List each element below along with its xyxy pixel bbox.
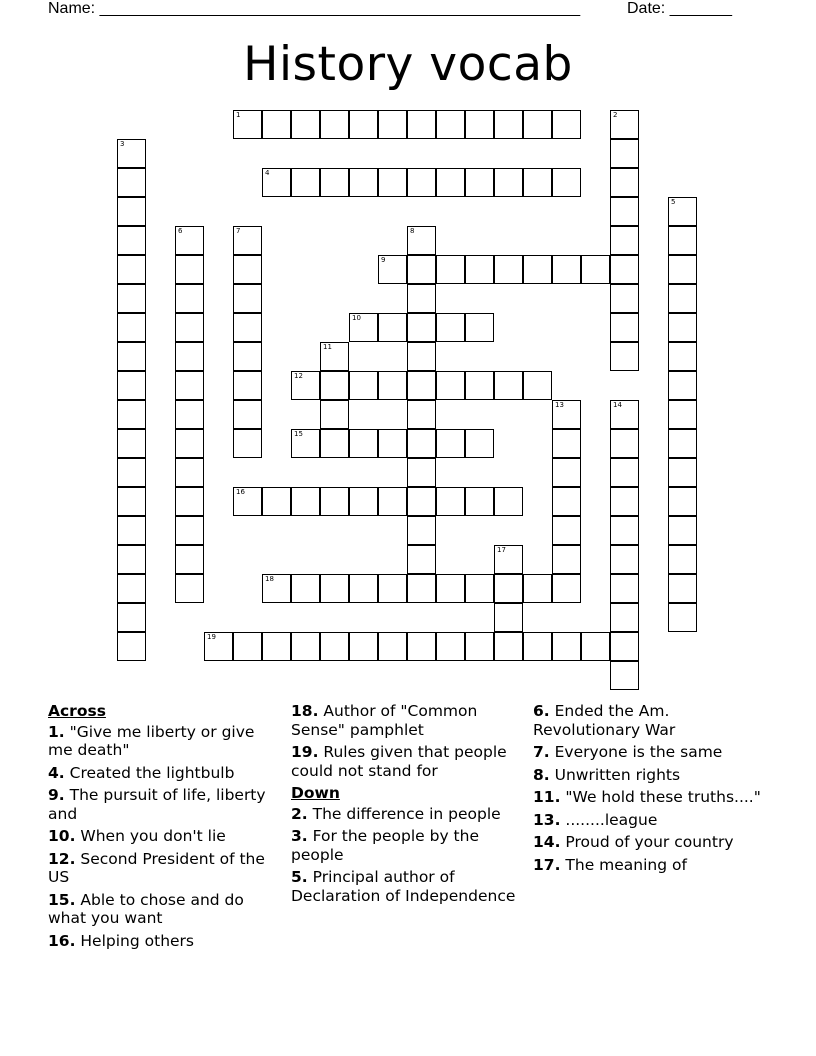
- grid-cell[interactable]: [610, 313, 639, 342]
- name-field[interactable]: Name: ______________________________________________________: [48, 0, 581, 17]
- clue-number: 10: [352, 314, 361, 322]
- grid-cell[interactable]: [436, 168, 465, 197]
- clue-down-8: 8. Unwritten rights: [533, 765, 681, 784]
- grid-cell[interactable]: [320, 487, 349, 516]
- grid-cell[interactable]: [465, 487, 494, 516]
- grid-cell[interactable]: [668, 400, 697, 429]
- grid-cell[interactable]: [233, 371, 262, 400]
- grid-cell[interactable]: [668, 574, 697, 603]
- grid-cell[interactable]: [175, 429, 204, 458]
- grid-cell[interactable]: [552, 487, 581, 516]
- grid-cell[interactable]: [610, 197, 639, 226]
- grid-cell[interactable]: [233, 313, 262, 342]
- grid-cell[interactable]: [175, 574, 204, 603]
- grid-cell[interactable]: [262, 168, 291, 197]
- grid-cell[interactable]: [668, 226, 697, 255]
- grid-cell[interactable]: [523, 255, 552, 284]
- grid-cell[interactable]: [320, 400, 349, 429]
- grid-cell[interactable]: [378, 429, 407, 458]
- grid-cell[interactable]: [436, 110, 465, 139]
- grid-cell[interactable]: [233, 342, 262, 371]
- grid-cell[interactable]: [407, 226, 436, 255]
- grid-cell[interactable]: [117, 574, 146, 603]
- grid-cell[interactable]: [668, 545, 697, 574]
- grid-cell[interactable]: [436, 487, 465, 516]
- across-heading: Across: [48, 702, 106, 720]
- grid-cell[interactable]: [117, 545, 146, 574]
- grid-cell[interactable]: [349, 110, 378, 139]
- grid-cell[interactable]: [349, 487, 378, 516]
- clue-number: 3: [120, 140, 125, 148]
- grid-cell[interactable]: [494, 487, 523, 516]
- grid-cell[interactable]: [378, 255, 407, 284]
- clue-number: 6: [178, 227, 183, 235]
- down-clues-column-3: [533, 702, 773, 878]
- clue-down-5: 5. Principal author of Declaration of Independence: [291, 868, 516, 905]
- grid-cell[interactable]: [668, 284, 697, 313]
- grid-cell[interactable]: [668, 197, 697, 226]
- grid-cell[interactable]: [552, 429, 581, 458]
- clue-across-12: 12. Second President of the US: [48, 849, 265, 886]
- clue-across-1: 1. "Give me liberty or give me death": [48, 722, 255, 759]
- grid-cell[interactable]: [175, 371, 204, 400]
- grid-cell[interactable]: [610, 110, 639, 139]
- grid-cell[interactable]: [610, 661, 639, 690]
- grid-cell[interactable]: [610, 226, 639, 255]
- grid-cell[interactable]: [117, 197, 146, 226]
- grid-cell[interactable]: [117, 313, 146, 342]
- grid-cell[interactable]: [552, 110, 581, 139]
- grid-cell[interactable]: [581, 632, 610, 661]
- grid-cell[interactable]: [407, 342, 436, 371]
- grid-cell[interactable]: [407, 574, 436, 603]
- grid-cell[interactable]: [117, 255, 146, 284]
- clue-number: 7: [236, 227, 241, 235]
- grid-cell[interactable]: [523, 632, 552, 661]
- grid-cell[interactable]: [552, 632, 581, 661]
- grid-cell[interactable]: [378, 632, 407, 661]
- grid-cell[interactable]: [610, 139, 639, 168]
- grid-cell[interactable]: [465, 429, 494, 458]
- grid-cell[interactable]: [494, 603, 523, 632]
- grid-cell[interactable]: [291, 487, 320, 516]
- grid-cell[interactable]: [407, 487, 436, 516]
- grid-cell[interactable]: [610, 516, 639, 545]
- grid-cell[interactable]: [233, 110, 262, 139]
- grid-cell[interactable]: [117, 516, 146, 545]
- grid-cell[interactable]: [552, 255, 581, 284]
- grid-cell[interactable]: [668, 487, 697, 516]
- grid-cell[interactable]: [610, 545, 639, 574]
- grid-cell[interactable]: [117, 400, 146, 429]
- grid-cell[interactable]: [610, 429, 639, 458]
- clue-number: 12: [294, 372, 303, 380]
- grid-cell[interactable]: [407, 545, 436, 574]
- clue-across-9: 9. The pursuit of life, liberty and: [48, 786, 266, 823]
- clue-down-6: 6. Ended the Am. Revolutionary War: [533, 702, 676, 739]
- grid-cell[interactable]: [407, 371, 436, 400]
- grid-cell[interactable]: [262, 632, 291, 661]
- grid-cell[interactable]: [610, 487, 639, 516]
- clue-down-14: 14. Proud of your country: [533, 833, 734, 851]
- clue-number: 9: [381, 256, 386, 264]
- grid-cell[interactable]: [610, 168, 639, 197]
- clue-down-7: 7. Everyone is the same: [533, 743, 723, 761]
- grid-cell[interactable]: [175, 400, 204, 429]
- grid-cell[interactable]: [378, 110, 407, 139]
- grid-cell[interactable]: [262, 487, 291, 516]
- grid-cell[interactable]: [436, 255, 465, 284]
- grid-cell[interactable]: [320, 429, 349, 458]
- grid-cell[interactable]: [117, 429, 146, 458]
- grid-cell[interactable]: [552, 400, 581, 429]
- grid-cell[interactable]: [117, 603, 146, 632]
- grid-cell[interactable]: [320, 342, 349, 371]
- clue-number: 16: [236, 488, 245, 496]
- clue-number: 19: [207, 633, 216, 641]
- grid-cell[interactable]: [668, 458, 697, 487]
- grid-cell[interactable]: [407, 458, 436, 487]
- grid-cell[interactable]: [175, 313, 204, 342]
- grid-cell[interactable]: [407, 313, 436, 342]
- grid-cell[interactable]: [668, 313, 697, 342]
- grid-cell[interactable]: [523, 371, 552, 400]
- clue-number: 13: [555, 401, 564, 409]
- grid-cell[interactable]: [175, 516, 204, 545]
- grid-cell[interactable]: [436, 574, 465, 603]
- grid-cell[interactable]: [436, 429, 465, 458]
- grid-cell[interactable]: [407, 110, 436, 139]
- grid-cell[interactable]: [610, 458, 639, 487]
- grid-cell[interactable]: [465, 168, 494, 197]
- grid-cell[interactable]: [610, 632, 639, 661]
- grid-cell[interactable]: [291, 168, 320, 197]
- clue-number: 1: [236, 111, 241, 119]
- grid-cell[interactable]: [117, 632, 146, 661]
- date-field[interactable]: Date: _______: [627, 0, 732, 17]
- grid-cell[interactable]: [117, 487, 146, 516]
- grid-cell[interactable]: [233, 487, 262, 516]
- grid-cell[interactable]: [378, 574, 407, 603]
- grid-cell[interactable]: [494, 168, 523, 197]
- grid-cell[interactable]: [552, 458, 581, 487]
- grid-cell[interactable]: [320, 110, 349, 139]
- across-clues-column-1: [48, 702, 278, 954]
- grid-cell[interactable]: [465, 574, 494, 603]
- grid-cell[interactable]: [407, 255, 436, 284]
- grid-cell[interactable]: [436, 313, 465, 342]
- grid-cell[interactable]: [378, 487, 407, 516]
- grid-cell[interactable]: [610, 255, 639, 284]
- grid-cell[interactable]: [175, 255, 204, 284]
- grid-cell[interactable]: [494, 371, 523, 400]
- clue-down-2: 2. The difference in people: [291, 804, 501, 823]
- grid-cell[interactable]: [320, 574, 349, 603]
- grid-cell[interactable]: [175, 342, 204, 371]
- grid-cell[interactable]: [291, 110, 320, 139]
- clue-down-17: 17. The meaning of: [533, 855, 687, 874]
- grid-cell[interactable]: [407, 516, 436, 545]
- clue-across-18: 18. Author of "Common Sense" pamphlet: [291, 702, 478, 739]
- clue-number: 5: [671, 198, 676, 206]
- grid-cell[interactable]: [291, 632, 320, 661]
- grid-cell[interactable]: [349, 313, 378, 342]
- grid-cell[interactable]: [175, 284, 204, 313]
- grid-cell[interactable]: [117, 226, 146, 255]
- clue-across-15: 15. Able to chose and do what you want: [48, 890, 244, 927]
- grid-cell[interactable]: [668, 342, 697, 371]
- grid-cell[interactable]: [465, 371, 494, 400]
- grid-cell[interactable]: [349, 574, 378, 603]
- grid-cell[interactable]: [552, 574, 581, 603]
- grid-cell[interactable]: [494, 574, 523, 603]
- grid-cell[interactable]: [117, 284, 146, 313]
- grid-cell[interactable]: [117, 371, 146, 400]
- clue-down-11: 11. "We hold these truths....": [533, 788, 761, 806]
- grid-cell[interactable]: [465, 255, 494, 284]
- grid-cell[interactable]: [494, 110, 523, 139]
- grid-cell[interactable]: [175, 458, 204, 487]
- grid-cell[interactable]: [233, 632, 262, 661]
- grid-cell[interactable]: [465, 632, 494, 661]
- grid-cell[interactable]: [378, 371, 407, 400]
- grid-cell[interactable]: [175, 545, 204, 574]
- grid-cell[interactable]: [175, 487, 204, 516]
- grid-cell[interactable]: [668, 603, 697, 632]
- grid-cell[interactable]: [552, 545, 581, 574]
- grid-cell[interactable]: [407, 429, 436, 458]
- grid-cell[interactable]: [233, 226, 262, 255]
- grid-cell[interactable]: [610, 342, 639, 371]
- grid-cell[interactable]: [320, 168, 349, 197]
- clue-down-13: 13. ........league: [533, 810, 658, 829]
- grid-cell[interactable]: [175, 226, 204, 255]
- grid-cell[interactable]: [349, 632, 378, 661]
- grid-cell[interactable]: [233, 429, 262, 458]
- grid-cell[interactable]: [291, 574, 320, 603]
- grid-cell[interactable]: [407, 632, 436, 661]
- clue-number: 11: [323, 343, 332, 351]
- clue-number: 2: [613, 111, 618, 119]
- grid-cell[interactable]: [610, 574, 639, 603]
- grid-cell[interactable]: [523, 168, 552, 197]
- grid-cell[interactable]: [117, 342, 146, 371]
- grid-cell[interactable]: [117, 139, 146, 168]
- grid-cell[interactable]: [668, 371, 697, 400]
- grid-cell[interactable]: [291, 371, 320, 400]
- grid-cell[interactable]: [523, 574, 552, 603]
- grid-cell[interactable]: [233, 284, 262, 313]
- clue-number: 4: [265, 169, 270, 177]
- grid-cell[interactable]: [407, 168, 436, 197]
- grid-cell[interactable]: [552, 168, 581, 197]
- clue-number: 17: [497, 546, 506, 554]
- grid-cell[interactable]: [378, 168, 407, 197]
- clue-across-4: 4. Created the lightbulb: [48, 763, 235, 782]
- grid-cell[interactable]: [349, 168, 378, 197]
- clue-across-10: 10. When you don't lie: [48, 827, 226, 845]
- grid-cell[interactable]: [668, 255, 697, 284]
- grid-cell[interactable]: [610, 400, 639, 429]
- grid-cell[interactable]: [494, 545, 523, 574]
- grid-cell[interactable]: [320, 632, 349, 661]
- clues-column-2: [291, 702, 521, 909]
- grid-cell[interactable]: [233, 400, 262, 429]
- clue-number: 15: [294, 430, 303, 438]
- grid-cell[interactable]: [349, 371, 378, 400]
- grid-cell[interactable]: [668, 429, 697, 458]
- clue-number: 8: [410, 227, 415, 235]
- grid-cell[interactable]: [494, 255, 523, 284]
- grid-cell[interactable]: [204, 632, 233, 661]
- grid-cell[interactable]: [552, 516, 581, 545]
- down-heading: Down: [291, 784, 340, 802]
- grid-cell[interactable]: [291, 429, 320, 458]
- grid-cell[interactable]: [465, 110, 494, 139]
- grid-cell[interactable]: [320, 371, 349, 400]
- grid-cell[interactable]: [494, 632, 523, 661]
- page-title: History vocab: [243, 37, 573, 92]
- grid-cell[interactable]: [465, 313, 494, 342]
- grid-cell[interactable]: [349, 429, 378, 458]
- clue-across-19: 19. Rules given that people could not stand for: [291, 743, 507, 780]
- clue-number: 18: [265, 575, 274, 583]
- grid-cell[interactable]: [117, 458, 146, 487]
- grid-cell[interactable]: [407, 284, 436, 313]
- grid-cell[interactable]: [436, 371, 465, 400]
- grid-cell[interactable]: [378, 313, 407, 342]
- grid-cell[interactable]: [610, 284, 639, 313]
- grid-cell[interactable]: [407, 400, 436, 429]
- grid-cell[interactable]: [523, 110, 552, 139]
- clue-number: 14: [613, 401, 622, 409]
- grid-cell[interactable]: [233, 255, 262, 284]
- grid-cell[interactable]: [117, 168, 146, 197]
- clue-across-16: 16. Helping others: [48, 931, 195, 950]
- grid-cell[interactable]: [668, 516, 697, 545]
- grid-cell[interactable]: [436, 632, 465, 661]
- grid-cell[interactable]: [581, 255, 610, 284]
- grid-cell[interactable]: [262, 574, 291, 603]
- clue-down-3: 3. For the people by the people: [291, 827, 479, 864]
- grid-cell[interactable]: [610, 603, 639, 632]
- grid-cell[interactable]: [262, 110, 291, 139]
